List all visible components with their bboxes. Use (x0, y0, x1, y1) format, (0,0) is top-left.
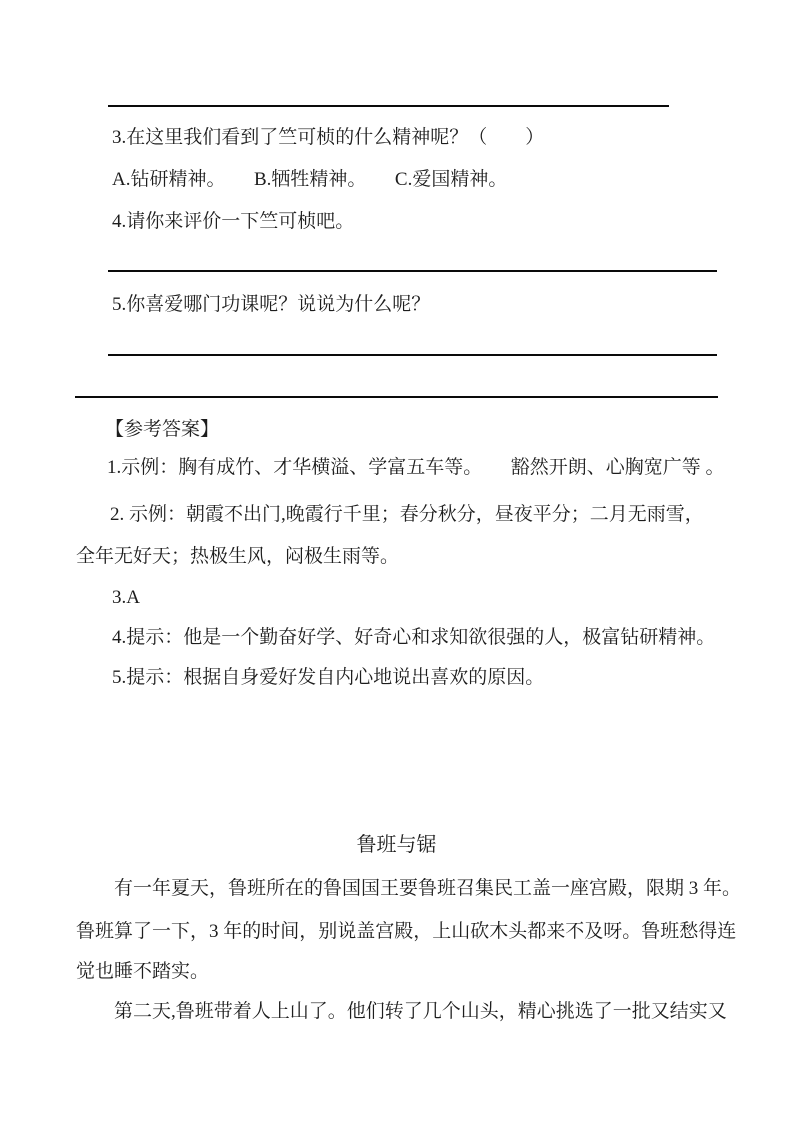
question-5-text: 5.你喜爱哪门功课呢？说说为什么呢？ (112, 294, 431, 315)
answer-2-line-1: 2. 示例：朝霞不出门,晚霞行千里；春分秋分，昼夜平分；二月无雨雪， (110, 504, 704, 525)
story-line-1: 有一年夏天，鲁班所在的鲁国国王要鲁班召集民工盖一座宫殿，限期 3 年。 (114, 878, 742, 899)
answer-blank-line-3 (108, 354, 717, 356)
answer-blank-line-1 (108, 105, 669, 107)
story-line-2: 鲁班算了一下，3 年的时间，别说盖宫殿，上山砍木头都来不及呀。鲁班愁得连 (76, 921, 737, 942)
story-line-3: 觉也睡不踏实。 (76, 961, 210, 982)
answer-blank-line-4 (75, 396, 718, 398)
answer-key-header: 【参考答案】 (105, 419, 220, 440)
answer-1: 1.示例：胸有成竹、才华横溢、学富五车等。 豁然开朗、心胸宽广等 。 (107, 457, 725, 478)
story-line-4: 第二天,鲁班带着人上山了。他们转了几个山头，精心挑选了一批又结实又 (114, 1001, 727, 1022)
question-3-options: A.钻研精神。 B.牺牲精神。 C.爱国精神。 (112, 169, 508, 190)
answer-5: 5.提示：根据自身爱好发自内心地说出喜欢的原因。 (112, 667, 545, 688)
answer-4: 4.提示：他是一个勤奋好学、好奇心和求知欲很强的人，极富钻研精神。 (112, 627, 716, 648)
question-3-text: 3.在这里我们看到了竺可桢的什么精神呢？（ ） (112, 127, 545, 148)
answer-2-line-2: 全年无好天；热极生风，闷极生雨等。 (76, 546, 400, 567)
story-title: 鲁班与锯 (356, 834, 437, 856)
question-4-text: 4.请你来评价一下竺可桢吧。 (112, 211, 355, 232)
answer-blank-line-2 (108, 270, 717, 272)
answer-3: 3.A (112, 587, 140, 608)
